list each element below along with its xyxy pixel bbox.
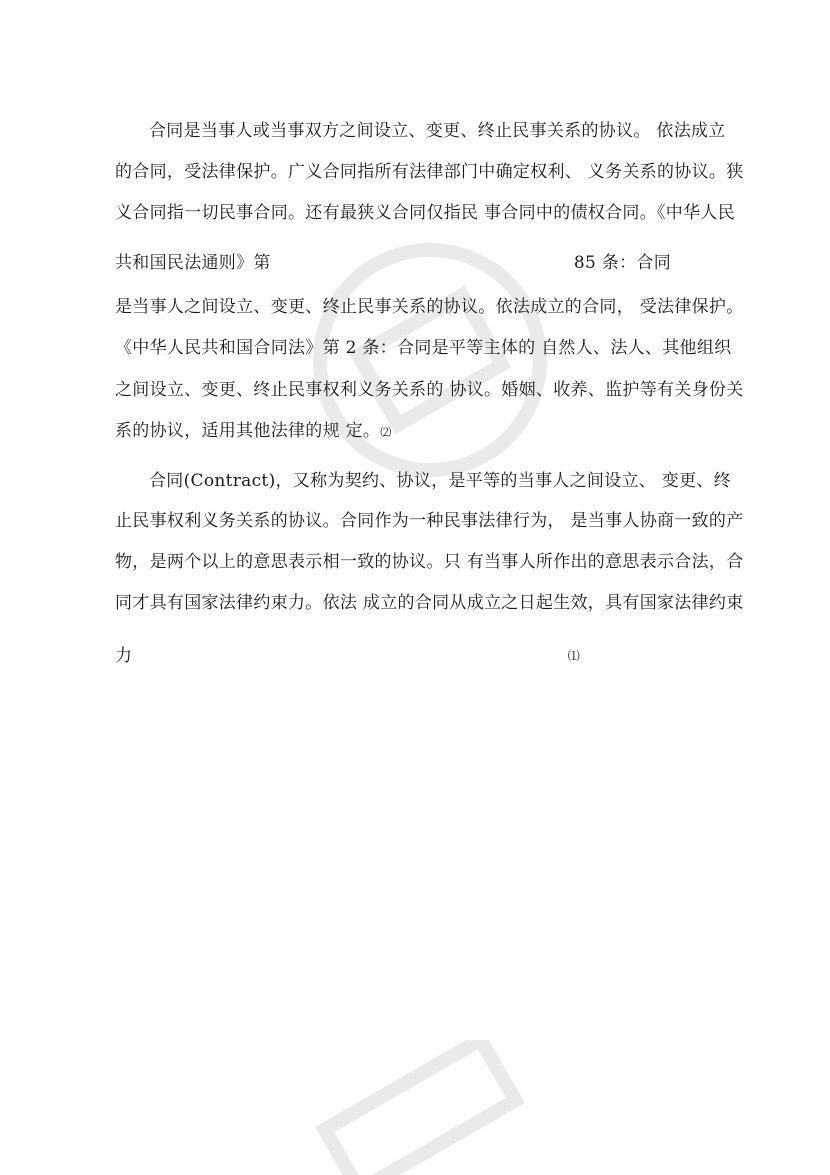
paragraph-2-line-5-text: 力 (115, 646, 133, 666)
paragraph-1-line-8 (115, 419, 715, 445)
citation-2: ⑵ (380, 426, 392, 439)
paragraph-2-line-1: 合同(Contract)，又称为契约、协议，是平等的当事人之间设立、 变更、终 (149, 471, 732, 491)
paragraph-1-line-4 (115, 251, 715, 275)
paragraph-2-line-5 (115, 644, 715, 668)
citation-1: ⑴ (567, 649, 580, 663)
paragraph-2-line-2: 止民事权利义务关系的协议。合同作为一种民事法律行为， 是当事人协商一致的产 (115, 511, 744, 531)
paragraph-1-line-6: 《中华人民共和国合同法》第 2 条：合同是平等主体的 自然人、法人、其他组织 (115, 338, 732, 358)
paragraph-1-line-7: 之间设立、变更、终止民事权利义务关系的 协议。婚姻、收养、监护等有关身份关 (115, 380, 744, 400)
paragraph-2-line-3: 物，是两个以上的意思表示相一致的协议。只 有当事人所作出的意思表示合法，合 (115, 552, 744, 572)
split-line-right: 85 条：合同 (573, 253, 671, 273)
split-line-left: 共和国民法通则》第 (115, 253, 271, 273)
watermark-bottom-icon (300, 1040, 540, 1175)
paragraph-1-line-2: 的合同，受法律保护。广义合同指所有法律部门中确定权利、 义务关系的协议。狭 (115, 162, 744, 182)
paragraph-1-line-3: 义合同指一切民事合同。还有最狭义合同仅指民 事合同中的债权合同。《中华人民 (115, 203, 736, 223)
paragraph-2-line-4: 同才具有国家法律约束力。依法 成立的合同从成立之日起生效，具有国家法律约束 (115, 593, 744, 613)
paragraph-1-line-5: 是当事人之间设立、变更、终止民事关系的协议。依法成立的合同， 受法律保护。 (115, 297, 744, 317)
paragraph-1-line-8-text: 系的协议，适用其他法律的规 定。 (115, 421, 381, 441)
paragraph-1-line-1: 合同是当事人或当事双方之间设立、变更、终止民事关系的协议。 依法成立 (149, 121, 726, 141)
